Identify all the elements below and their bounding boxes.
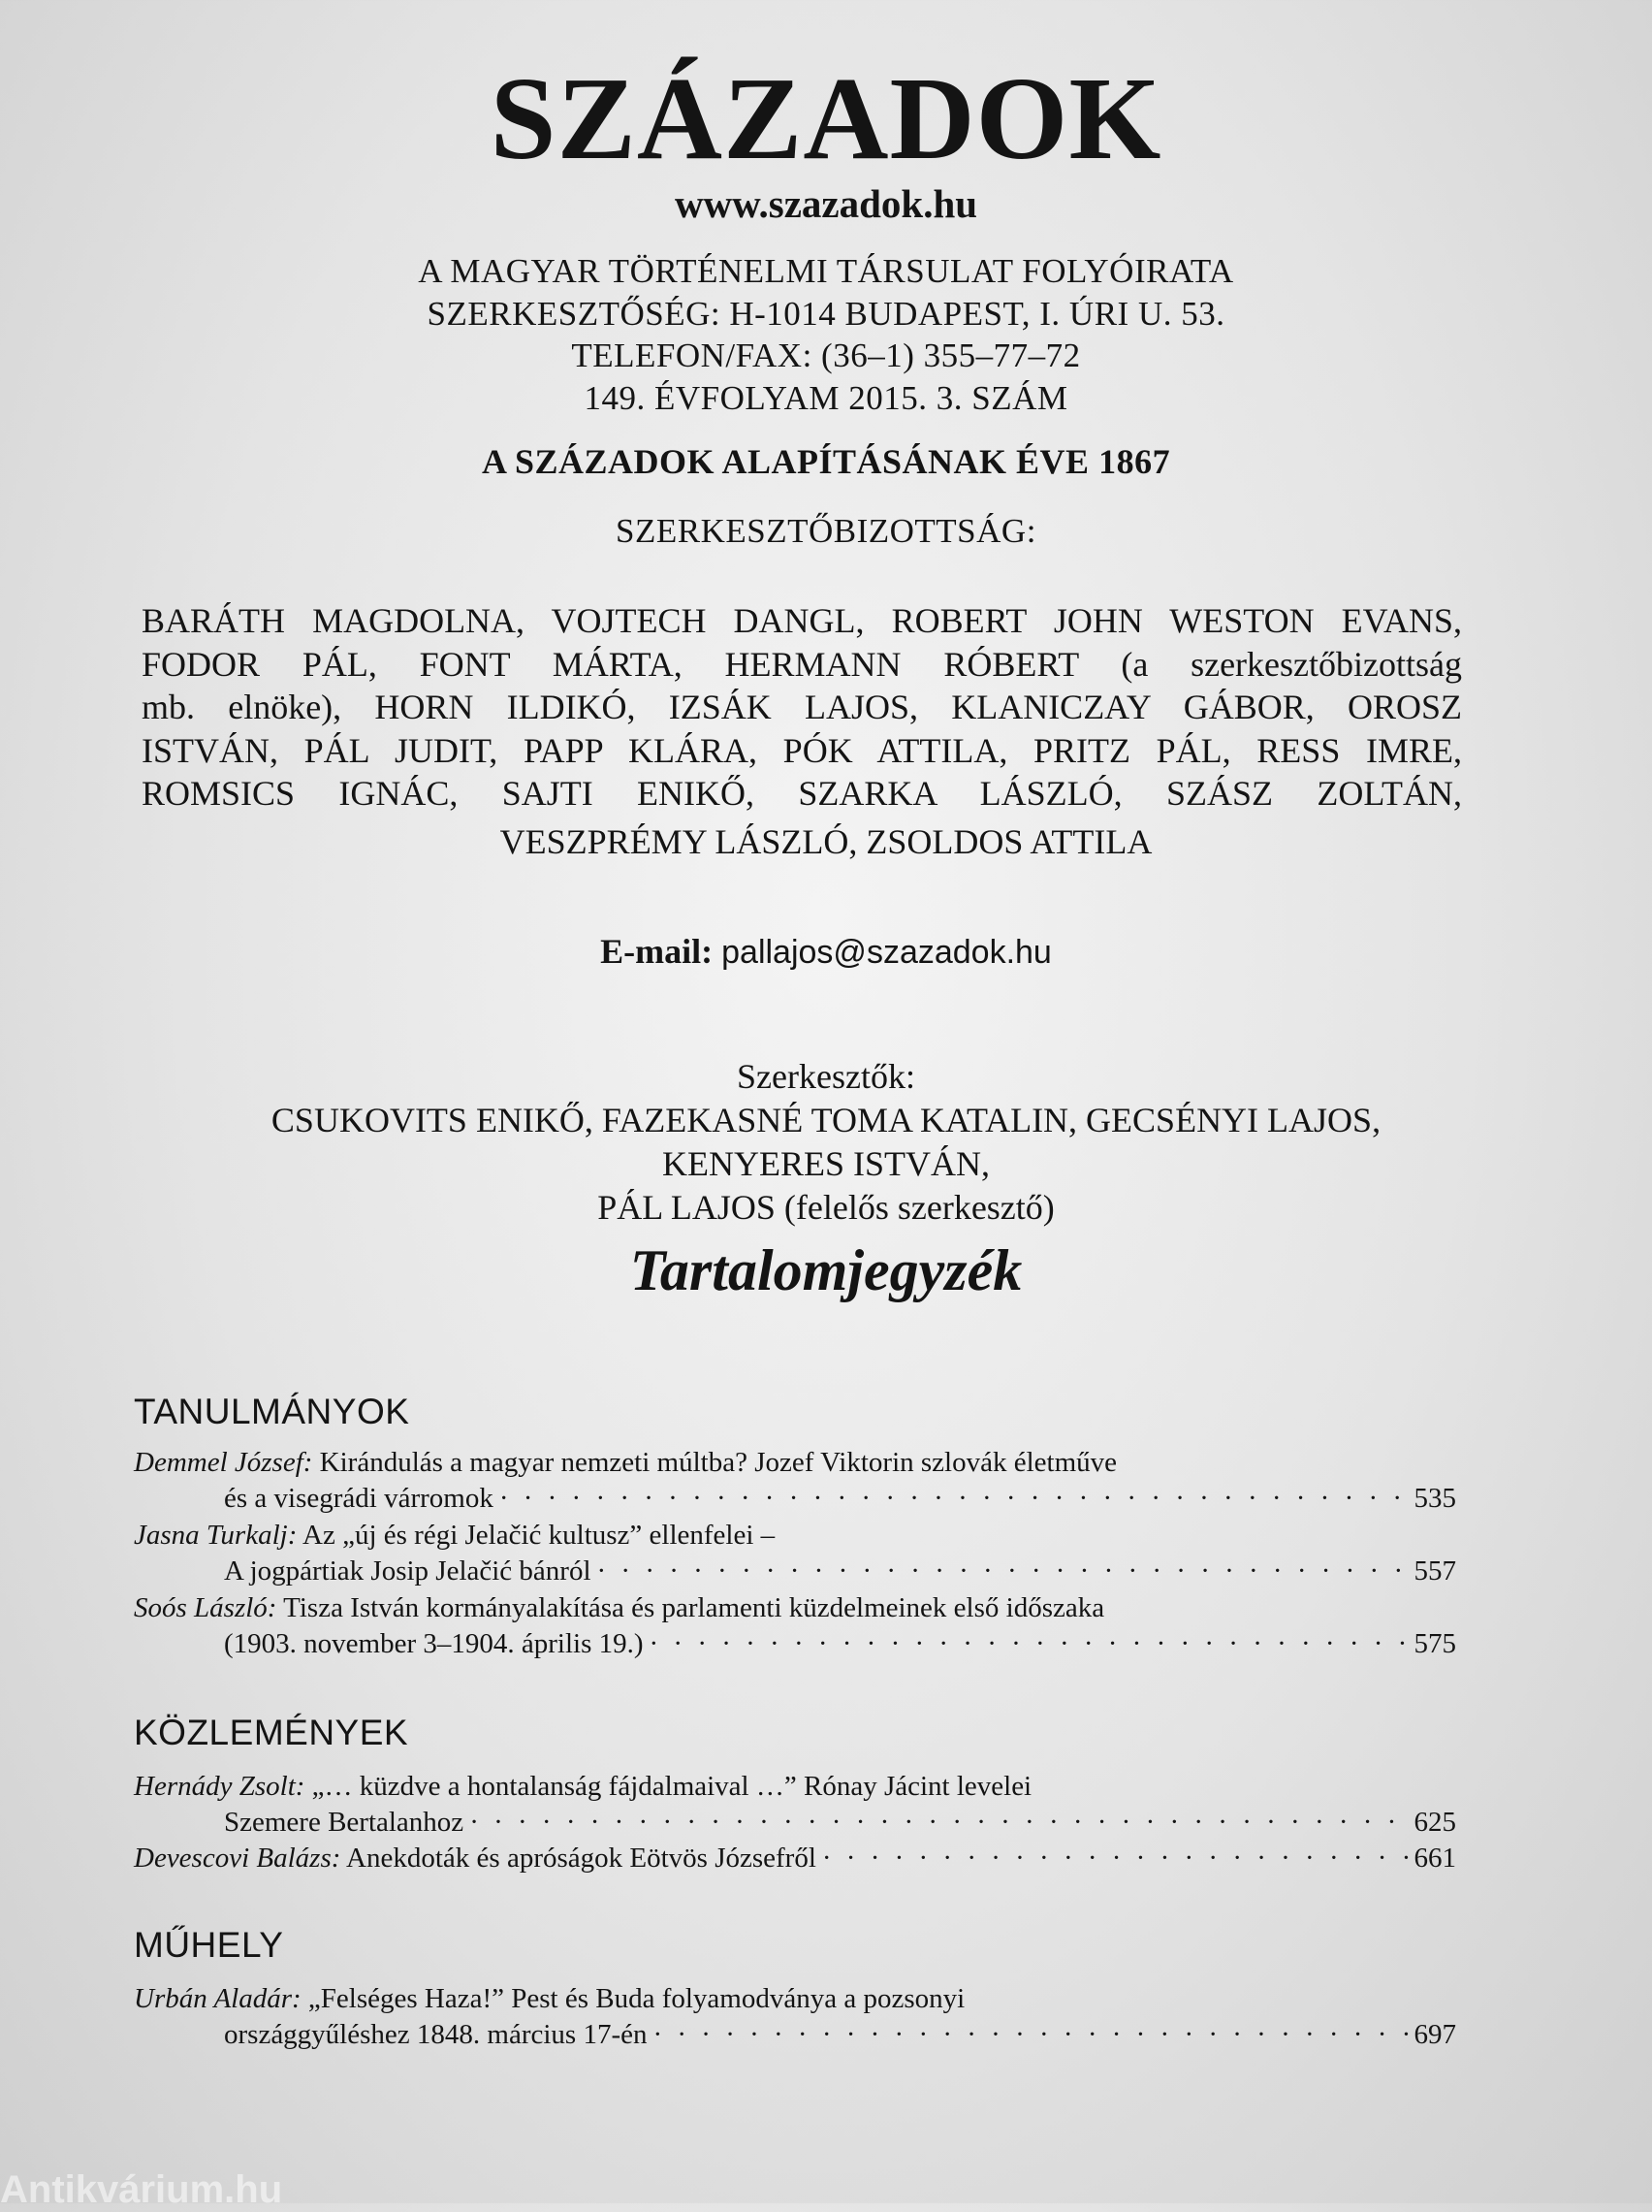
board-line: FODOR PÁL, FONT MÁRTA, HERMANN RÓBERT (a szerkesztőbizottság	[142, 644, 1462, 684]
toc-entry[interactable]	[134, 1590, 1456, 1662]
editors-line: PÁL LAJOS (felelős szerkesztő)	[597, 1188, 1055, 1227]
toc-entry[interactable]	[134, 1518, 1456, 1589]
email-contact	[0, 934, 1652, 969]
dot-leader	[597, 1554, 1409, 1589]
board-line: ISTVÁN, PÁL JUDIT, PAPP KLÁRA, PÓK ATTILA, PRITZ PÁL, RESS IMRE,	[142, 730, 1462, 770]
toc-entry-title: Az „új és régi Jelačić kultusz” ellenfelei –	[297, 1520, 776, 1551]
toc-entry-page: 697	[1414, 2019, 1456, 2050]
toc-entry-title: „… küzdve a hontalanság fájdalmaival …” Rónay Jácint levelei	[304, 1771, 1032, 1802]
journal-info	[0, 250, 1652, 419]
toc-entry[interactable]	[134, 1445, 1456, 1517]
editors-title: Szerkesztők:	[737, 1057, 915, 1096]
board-line-last: VESZPRÉMY LÁSZLÓ, ZSOLDOS ATTILA	[499, 822, 1153, 861]
toc-section-heading: KÖZLEMÉNYEK	[134, 1713, 409, 1752]
toc-entry-page: 535	[1414, 1483, 1456, 1514]
dot-leader	[650, 1626, 1409, 1662]
watermark: Antikvárium.hu	[0, 2168, 283, 2211]
dot-leader	[822, 1841, 1409, 1876]
editors-block	[0, 1055, 1652, 1230]
toc-entry-page: 625	[1414, 1807, 1456, 1838]
info-line: TELEFON/FAX: (36–1) 355–77–72	[571, 337, 1081, 374]
toc-entry-page: 661	[1414, 1843, 1456, 1874]
toc-entry[interactable]	[134, 1981, 1456, 2053]
toc-section-heading: TANULMÁNYOK	[134, 1392, 410, 1431]
founding-year: A SZÁZADOK ALAPÍTÁSÁNAK ÉVE 1867	[481, 442, 1171, 481]
email-label: E-mail:	[600, 932, 714, 971]
info-line: A MAGYAR TÖRTÉNELMI TÁRSULAT FOLYÓIRATA	[418, 252, 1234, 290]
toc-entry[interactable]	[134, 1841, 1456, 1876]
toc-entry-title-cont: országgyűléshez 1848. március 17-én	[224, 2019, 648, 2050]
editors-line: CSUKOVITS ENIKŐ, FAZEKASNÉ TOMA KATALIN, GECSÉNYI LAJOS,	[270, 1101, 1382, 1139]
toc-entry-author: Urbán Aladár:	[134, 1983, 302, 2014]
editorial-board-title: SZERKESZTŐBIZOTTSÁG:	[616, 512, 1036, 550]
board-line: mb. elnöke), HORN ILDIKÓ, IZSÁK LAJOS, KLANICZAY GÁBOR, OROSZ	[142, 688, 1462, 726]
toc-entry-title-cont: (1903. november 3–1904. április 19.)	[224, 1628, 644, 1659]
toc-entry-title: Tisza István kormányalakítása és parlamenti küzdelmeinek első időszaka	[276, 1592, 1105, 1623]
toc-title: Tartalomjegyzék	[629, 1238, 1023, 1302]
toc-entry-author: Demmel József:	[134, 1447, 313, 1478]
toc-entry-title-cont: Szemere Bertalanhoz	[224, 1807, 464, 1838]
email-address[interactable]: pallajos@szazadok.hu	[721, 934, 1052, 971]
toc-entry[interactable]	[134, 1769, 1456, 1841]
toc-entry-title: Anekdoták és apróságok Eötvös Józsefről	[340, 1843, 816, 1874]
dot-leader	[469, 1805, 1408, 1841]
editorial-board-list	[142, 599, 1462, 816]
board-line: ROMSICS IGNÁC, SAJTI ENIKŐ, SZARKA LÁSZLÓ, SZÁSZ ZOLTÁN,	[142, 774, 1462, 813]
editors-line: KENYERES ISTVÁN,	[662, 1144, 990, 1183]
toc-entry-author: Hernády Zsolt:	[134, 1771, 305, 1802]
toc-entry-page: 575	[1414, 1628, 1456, 1659]
toc-entry-author: Soós László:	[134, 1592, 277, 1623]
toc-entry-author: Jasna Turkalj:	[134, 1520, 298, 1551]
dot-leader	[652, 2017, 1408, 2053]
toc-entry-page: 557	[1414, 1555, 1456, 1587]
info-line: 149. ÉVFOLYAM 2015. 3. SZÁM	[584, 378, 1068, 417]
info-line: SZERKESZTŐSÉG: H-1014 BUDAPEST, I. ÚRI U. 53.	[427, 294, 1225, 333]
toc-entry-title: Kirándulás a magyar nemzeti múltba? Jozef Viktorin szlovák életműve	[312, 1447, 1118, 1478]
journal-website[interactable]: www.szazadok.hu	[674, 181, 978, 226]
toc-section-heading: MŰHELY	[134, 1925, 284, 1965]
toc-entry-title-cont: és a visegrádi várromok	[224, 1483, 493, 1514]
journal-title: SZÁZADOK	[490, 53, 1162, 184]
toc-entry-title: „Felséges Haza!” Pest és Buda folyamodványa a pozsonyi	[301, 1983, 966, 2014]
toc-entry-author: Devescovi Balázs:	[134, 1843, 341, 1874]
board-line: BARÁTH MAGDOLNA, VOJTECH DANGL, ROBERT JOHN WESTON EVANS,	[142, 601, 1462, 640]
dot-leader	[499, 1481, 1409, 1517]
toc-entry-title-cont: A jogpártiak Josip Jelačić bánról	[224, 1555, 591, 1587]
